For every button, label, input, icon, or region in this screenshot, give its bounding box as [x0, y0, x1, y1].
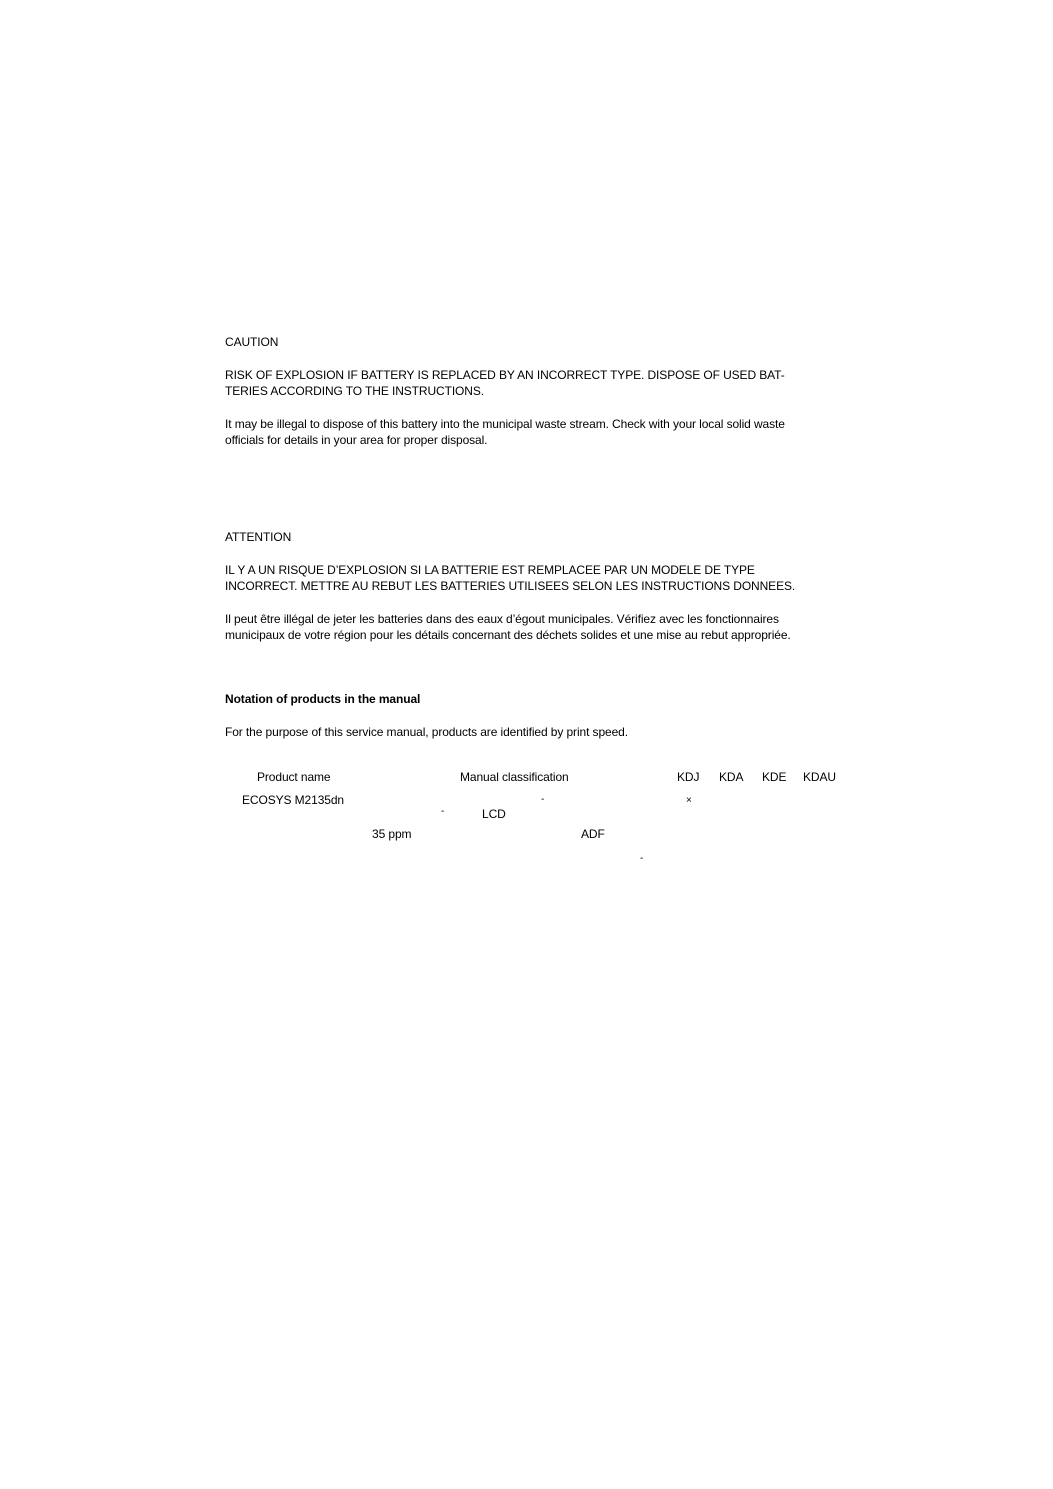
notation-heading: Notation of products in the manual — [225, 692, 421, 706]
row-cross-mark: × — [686, 795, 692, 806]
caution-warning-line-2: TERIES ACCORDING TO THE INSTRUCTIONS. — [225, 384, 484, 398]
attention-warning-line-1: IL Y A UN RISQUE D’EXPLOSION SI LA BATTERIE EST REMPLACEE PAR UN MODELE DE TYPE — [225, 563, 755, 577]
header-kde: KDE — [762, 770, 787, 784]
header-product-name: Product name — [257, 770, 331, 784]
row-product-name: ECOSYS M2135dn — [242, 793, 344, 807]
attention-heading: ATTENTION — [225, 530, 292, 544]
header-kdau: KDAU — [803, 770, 836, 784]
header-manual-classification: Manual classification — [460, 770, 569, 784]
row-lcd: LCD — [482, 807, 506, 821]
notation-description: For the purpose of this service manual, products are identified by print speed. — [225, 725, 628, 739]
caution-heading: CAUTION — [225, 335, 279, 349]
attention-warning-line-2: INCORRECT. METTRE AU REBUT LES BATTERIES UTILISEES SELON LES INSTRUCTIONS DONNEES. — [225, 579, 796, 593]
attention-disposal-line-1: Il peut être illégal de jeter les batteries dans des eaux d’égout municipales. Vérifiez avec les fonctionnaires — [225, 612, 779, 626]
caution-warning-line-1: RISK OF EXPLOSION IF BATTERY IS REPLACED BY AN INCORRECT TYPE. DISPOSE OF USED BAT- — [225, 368, 785, 382]
caution-disposal-line-1: It may be illegal to dispose of this battery into the municipal waste stream. Check with your local solid waste — [225, 417, 785, 431]
header-kdj: KDJ — [677, 770, 700, 784]
row-dash-1: - — [541, 794, 545, 805]
row-dash-3: - — [640, 853, 644, 864]
row-dash-2: - — [441, 806, 445, 817]
row-speed: 35 ppm — [372, 827, 412, 841]
header-kda: KDA — [719, 770, 744, 784]
caution-disposal-line-2: officials for details in your area for proper disposal. — [225, 433, 488, 447]
attention-disposal-line-2: municipaux de votre région pour les détails concernant des déchets solides et une mise au rebut appropriée. — [225, 628, 791, 642]
row-adf: ADF — [581, 827, 605, 841]
